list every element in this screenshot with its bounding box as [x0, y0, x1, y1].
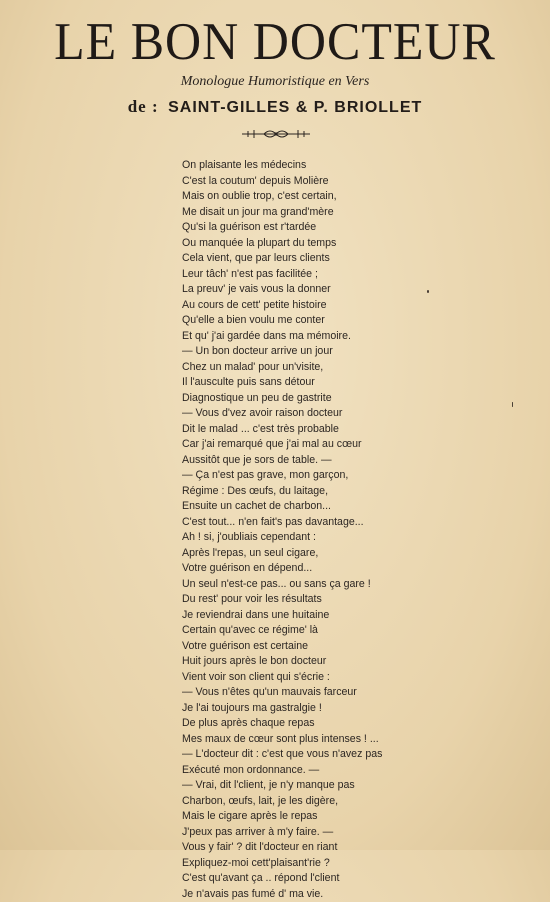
- document-subtitle: Monologue Humoristique en Vers: [0, 74, 550, 90]
- poem-line: Ah ! si, j'oubliais cependant :: [182, 530, 512, 546]
- poem-line: Car j'ai remarqué que j'ai mal au cœur: [182, 437, 512, 453]
- poem-line: Votre guérison en dépend...: [182, 561, 512, 577]
- poem-line: Vous y fair' ? dit l'docteur en riant: [182, 840, 512, 856]
- poem-line: C'est la coutum' depuis Molière: [182, 174, 512, 190]
- poem-line: J'peux pas arriver à m'y faire. —: [182, 825, 512, 841]
- paper-speck: [512, 402, 513, 407]
- poem-line: Mais on oublie trop, c'est certain,: [182, 189, 512, 205]
- authors-line: [0, 97, 550, 117]
- poem-line: Chez un malad' pour un'visite,: [182, 360, 512, 376]
- poem-line: — L'docteur dit : c'est que vous n'avez pas: [182, 747, 512, 763]
- poem-line: Régime : Des œufs, du laitage,: [182, 484, 512, 500]
- poem-line: C'est tout... n'en fait's pas davantage...: [182, 515, 512, 531]
- poem-line: Ou manquée la plupart du temps: [182, 236, 512, 252]
- poem-line: Exécuté mon ordonnance. —: [182, 763, 512, 779]
- poem-line: On plaisante les médecins: [182, 158, 512, 174]
- poem-line: Qu'elle a bien voulu me conter: [182, 313, 512, 329]
- poem-line: Votre guérison est certaine: [182, 639, 512, 655]
- poem-line: Leur tâch' n'est pas facilitée ;: [182, 267, 512, 283]
- poem-line: Charbon, œufs, lait, je les digère,: [182, 794, 512, 810]
- poem-line: C'est qu'avant ça .. répond l'client: [182, 871, 512, 887]
- authors-names: SAINT-GILLES & P. BRIOLLET: [168, 99, 422, 116]
- poem-line: Diagnostique un peu de gastrite: [182, 391, 512, 407]
- poem-line: Mais le cigare après le repas: [182, 809, 512, 825]
- poem-line: De plus après chaque repas: [182, 716, 512, 732]
- poem-line: Expliquez-moi cett'plaisant'rie ?: [182, 856, 512, 872]
- poem-line: Mes maux de cœur sont plus intenses ! ...: [182, 732, 512, 748]
- poem-line: Il l'ausculte puis sans détour: [182, 375, 512, 391]
- authors-prefix: de :: [128, 97, 159, 116]
- poem-line: La preuv' je vais vous la donner: [182, 282, 512, 298]
- ornament-divider-icon: [240, 127, 312, 141]
- poem-line: — Ça n'est pas grave, mon garçon,: [182, 468, 512, 484]
- poem-line: Certain qu'avec ce régime' là: [182, 623, 512, 639]
- document-title: LE BON DOCTEUR: [0, 11, 550, 72]
- poem-line: Qu'si la guérison est r'tardée: [182, 220, 512, 236]
- poem-text: [182, 158, 512, 902]
- poem-line: Je n'avais pas fumé d' ma vie.: [182, 887, 512, 902]
- poem-line: — Vrai, dit l'client, je n'y manque pas: [182, 778, 512, 794]
- poem-line: Je reviendrai dans une huitaine: [182, 608, 512, 624]
- paper-speck: [427, 290, 429, 293]
- poem-line: Après l'repas, un seul cigare,: [182, 546, 512, 562]
- poem-line: Et qu' j'ai gardée dans ma mémoire.: [182, 329, 512, 345]
- poem-line: Cela vient, que par leurs clients: [182, 251, 512, 267]
- poem-line: Aussitôt que je sors de table. —: [182, 453, 512, 469]
- poem-line: Un seul n'est-ce pas... ou sans ça gare !: [182, 577, 512, 593]
- poem-line: Je l'ai toujours ma gastralgie !: [182, 701, 512, 717]
- poem-line: Me disait un jour ma grand'mère: [182, 205, 512, 221]
- poem-line: — Vous d'vez avoir raison docteur: [182, 406, 512, 422]
- poem-line: — Vous n'êtes qu'un mauvais farceur: [182, 685, 512, 701]
- poem-line: Vient voir son client qui s'écrie :: [182, 670, 512, 686]
- poem-line: Huit jours après le bon docteur: [182, 654, 512, 670]
- poem-line: Dit le malad ... c'est très probable: [182, 422, 512, 438]
- poem-line: — Un bon docteur arrive un jour: [182, 344, 512, 360]
- poem-line: Ensuite un cachet de charbon...: [182, 499, 512, 515]
- poem-line: Du rest' pour voir les résultats: [182, 592, 512, 608]
- poem-line: Au cours de cett' petite histoire: [182, 298, 512, 314]
